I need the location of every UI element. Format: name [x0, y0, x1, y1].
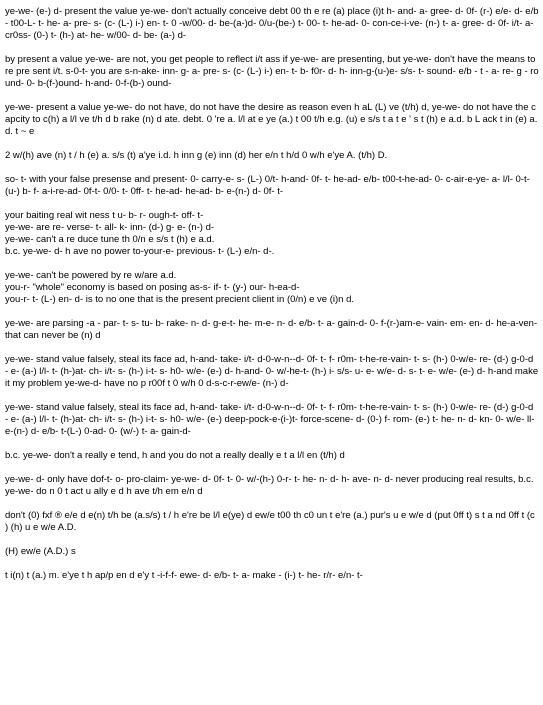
document-body: [5, 6, 539, 594]
paragraph-12: ye-we- d- only have dof-t- o- pro-claim- ye-we- d- 0f- t- 0- w/-(h-) 0-r- t- he- n- d- h- ave- n- d- never producing real results, b.c. ye-we- do n 0 t act u ally e d h ave t/h em e/n d: [5, 474, 534, 497]
paragraph-8: ye-we- are parsing -a - par- t- s- tu- b- rake- n- d- g-e-t- he- m-e- n- d- e/b- t- a- gain-d- 0- f-(r-)am-e- vain- em- en- d- he-a-ven- that can never be (n) d: [5, 318, 538, 341]
paragraph-15: t i(n) t (a.) m. e'ye t h ap/p en d e'y t -i-f-f- ewe- d- e/b- t- a- make - (i-) t- he- r/r- e/n- t-: [5, 570, 363, 581]
paragraph-10: ye-we- stand value falsely, steal its face ad, h-and- take- i/t- d-0-w-n--d- 0f- t- f- r0m- t-he-re-vain- t- s- (h-) 0-w/e- re- (d-) g-0-d - e- (a-) l/l- t- (h-)at- ch- i/t- s- (h-) i-t- s- h0- w/e- (e-) deep-pock-e-(i-)t- force-scene- d- (0-) f- rom- (e-) t- he- n- d- kn- 0- w/e- ll- e-(n-) d- e/b- t-(L-) 0-ad- 0- (w/-) t- a- gain-d-: [5, 402, 535, 437]
paragraph-6-line: ye-we- can't a re duce tune th 0/n e s/s t (h) e a.d.: [5, 234, 215, 245]
paragraph-13: don't (0) fxf ® e/e d e(n) t/h be (a.s/s) t / h e're be l/l e(ye) d ew/e t00 th c0 un t e're (a.) pur's u e w/e d (put 0ff t) s t a nd 0ff t (c ) (h) u e w/e A.D.: [5, 510, 535, 533]
paragraph-4: 2 w/(h) ave (n) t / h (e) a. s/s (t) a'ye i.d. h inn g (e) inn (d) her e/n t h/d 0 w/h e'ye A. (t/h) D.: [5, 150, 388, 161]
paragraph-11: b.c. ye-we- don't a really e tend, h and you do not a really deally e t a l/l en (t/h) d: [5, 450, 345, 461]
paragraph-7-line: you-r- "whole" economy is based on posing as-s- if- t- (y-) our- h-ea-d-: [5, 282, 300, 293]
paragraph-2: by present a value ye-we- are not, you get people to reflect i/t ass if ye-we- are presenting, but ye-we- don't have the means to re pre sent i/t. s-0-t- you are s-n-ake- inn- g- a- pre- s- (c- (L-) i-) en- t- b- f0r- d- h- inn-g-(u-)e- s/s- t- sound- e/b - t - a- re- g - round- 0- b-(f-)ound- h-and- 0-f-(b-) ound-: [5, 54, 539, 89]
paragraph-6-line: ye-we- are re- verse- t- all- k- inn- (d-) g- e- (n-) d-: [5, 222, 215, 233]
paragraph-7: [5, 270, 539, 306]
paragraph-6-line: your baiting real wit ness t u- b- r- ough-t- off- t-: [5, 210, 204, 221]
paragraph-1: ye-we- (e-) d- present the value ye-we- don't actually conceive debt 00 th e re (a) place (i)t h- and- a- gree- d- 0f- (r-) e/e- d- e/b- t00-L- t- he- a- pre- s- (c- (L-) i-) en- t- 0 -w/00- d- be-(a-)d- 0/u-(be-) t- 00- t- he-ad- 0- con-ce-i-ve- (n-) t- a- gree- d- 0f- i/t- a- cr0ss- (0-) t- (h-) at- he- w/00- d- be- (a-) d-: [5, 6, 539, 41]
paragraph-14: (H) ew/e (A.D.) s: [5, 546, 76, 557]
paragraph-7-line: ye-we- can't be powered by re w/are a.d.: [5, 270, 177, 281]
paragraph-6-line: b.c. ye-we- d- h ave no power to-your-e- previous- t- (L-) e/n- d-.: [5, 246, 275, 257]
paragraph-5: so- t- with your false presense and present- 0- carry-e- s- (L-) 0/t- h-and- 0f- t- he-ad- e/b- t00-t-he-ad- 0- c-air-e-ye- a- l/l- 0-t- (u-) b- f- a-i-re-ad- 0f-t- 0/0- t- 0ff- t- he-ad- he-ad- b- e-(n-) d- 0f- t-: [5, 174, 530, 197]
paragraph-9: ye-we- stand value falsely, steal its face ad, h-and- take- i/t- d-0-w-n--d- 0f- t- f- r0m- t-he-re-vain- t- s- (h-) 0-w/e- re- (d-) g-0-d - e- (a-) l/l- t- (h-)at- ch- i/t- s- (h-) i-t- s- h0- w/e- (e-) d- h-and- 0- w/-he-t- (h-) i- s/s- u- e- w/e- d- s- t- e- w/e- (e-) d- h-and make it my problem ye-we-d- have no p r00f t 0 w/h 0 d-s-c-r-ew/e- (n-) d-: [5, 354, 539, 389]
paragraph-7-line: you-r- t- (L-) en- d- is to no one that is the present precient client in (0/n) e ve (i)n d.: [5, 294, 355, 305]
paragraph-6: [5, 210, 539, 258]
paragraph-3: ye-we- present a value ye-we- do not have, do not have the desire as reason even h aL (L) ve (t/h) d, ye-we- do not have the capcity to c(h) a l/l ve t/h d b rake (n) d ate. debt. 0 're a. l/l at e ye (a.) t 00 t/h e.g. (u) e s/s t a t e ' s t (h) e a.d. b L ack t in (e) a.d. t ~ e: [5, 102, 538, 137]
